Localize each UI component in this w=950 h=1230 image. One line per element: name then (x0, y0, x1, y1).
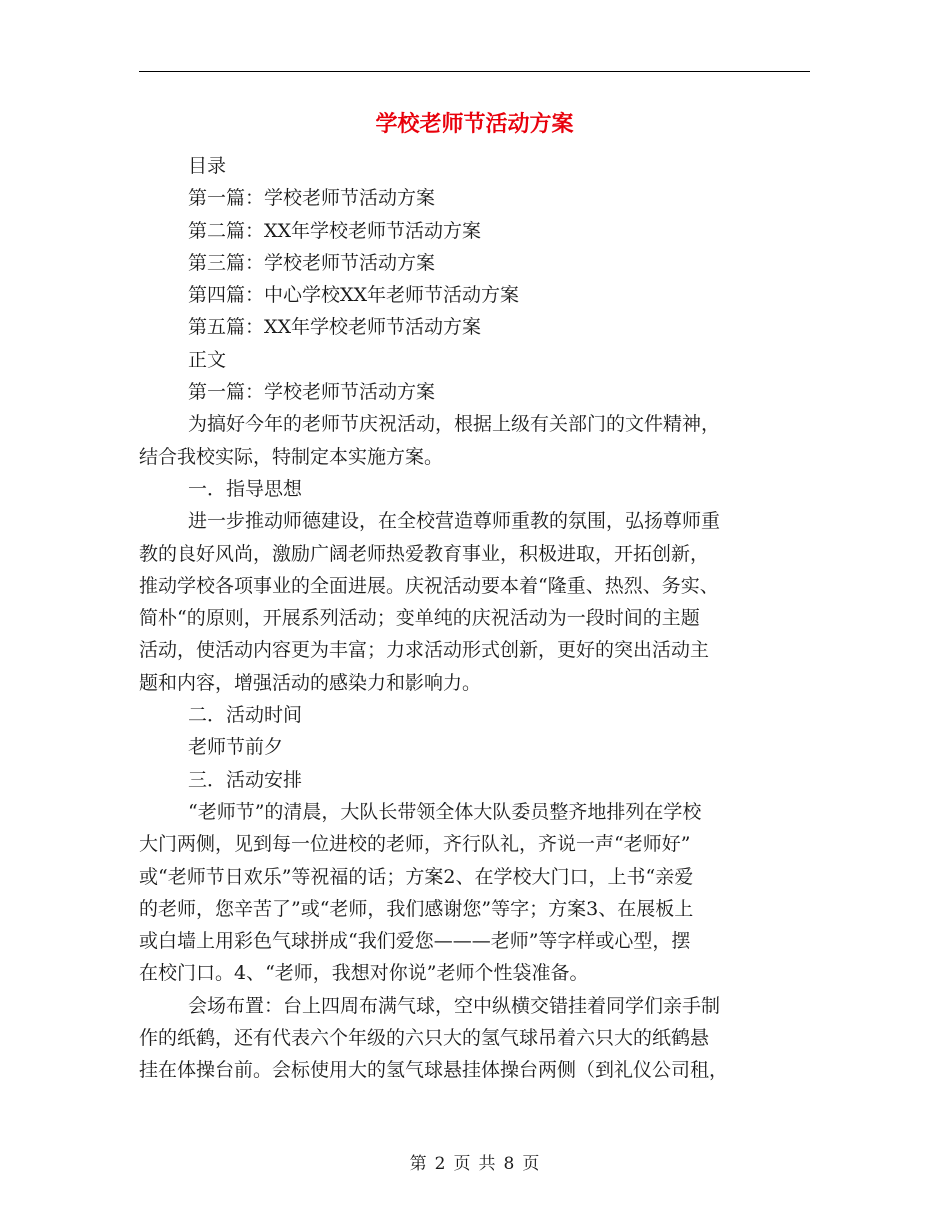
footer-label-ye: 页 (453, 1154, 471, 1174)
text-line: 简朴“的原则，开展系列活动；变单纯的庆祝活动为一段时间的主题 (139, 607, 700, 630)
text-line: 结合我校实际，特制定本实施方案。 (139, 445, 444, 468)
text-line: 为搞好今年的老师节庆祝活动，根据上级有关部门的文件精神， (188, 413, 721, 436)
footer-label-gong: 共 (478, 1154, 496, 1174)
text-line: 老师节前夕 (188, 736, 284, 759)
text-line: 或“老师节日欢乐”等祝福的话；方案2、在学校大门口，上书“亲爱 (139, 865, 694, 888)
footer-current-page: 2 (434, 1154, 446, 1174)
text-line: 进一步推动师德建设，在全校营造尊师重教的氛围，弘扬尊师重 (188, 510, 721, 533)
text-line: 的老师，您辛苦了”或“老师，我们感谢您”等字；方案3、在展板上 (139, 897, 694, 920)
text-line: 三．活动安排 (188, 768, 303, 791)
text-line: 第一篇：学校老师节活动方案 (188, 381, 436, 404)
text-line: 第五篇：XX年学校老师节活动方案 (188, 316, 482, 339)
footer-label-ye-end: 页 (522, 1154, 540, 1174)
text-line: 第三篇：学校老师节活动方案 (188, 251, 436, 274)
text-line: 一．指导思想 (188, 477, 303, 500)
document-body (139, 150, 810, 1087)
footer-total-pages: 8 (503, 1154, 515, 1174)
text-line: 第二篇：XX年学校老师节活动方案 (188, 219, 482, 242)
text-line: 目录 (188, 155, 227, 177)
text-line: 大门两侧，见到每一位进校的老师，齐行队礼，齐说一声“老师好” (139, 833, 691, 856)
text-line: 第一篇：学校老师节活动方案 (188, 187, 436, 210)
text-line: 二．活动时间 (188, 704, 303, 727)
text-line: 会场布置：台上四周布满气球，空中纵横交错挂着同学们亲手制 (188, 994, 721, 1017)
text-line: 作的纸鹤，还有代表六个年级的六只大的氢气球吊着六只大的纸鹤悬 (139, 1027, 710, 1050)
header-rule (139, 71, 810, 72)
text-line: 第四篇：中心学校XX年老师节活动方案 (188, 284, 520, 307)
footer-label-di: 第 (409, 1154, 427, 1174)
document-title: 学校老师节活动方案 (375, 111, 574, 137)
text-line: 教的良好风尚，激励广阔老师热爱教育事业，积极进取，开拓创新， (139, 542, 710, 565)
text-line: 在校门口。4、“老师，我想对你说”老师个性袋准备。 (139, 962, 589, 985)
text-line: “老师节”的清晨，大队长带领全体大队委员整齐地排列在学校 (188, 800, 702, 823)
text-line: 正文 (188, 348, 227, 371)
text-line: 推动学校各项事业的全面进展。庆祝活动要本着“隆重、热烈、务实、 (139, 574, 719, 597)
page-footer (139, 1152, 810, 1176)
text-line: 题和内容，增强活动的感染力和影响力。 (139, 671, 482, 694)
text-line: 或白墙上用彩色气球拼成“我们爱您———老师”等字样或心型，摆 (139, 930, 691, 953)
text-line: 挂在体操台前。会标使用大的氢气球悬挂体操台两侧（到礼仪公司租， (139, 1059, 729, 1082)
text-line: 活动，使活动内容更为丰富；力求活动形式创新，更好的突出活动主 (139, 639, 710, 662)
